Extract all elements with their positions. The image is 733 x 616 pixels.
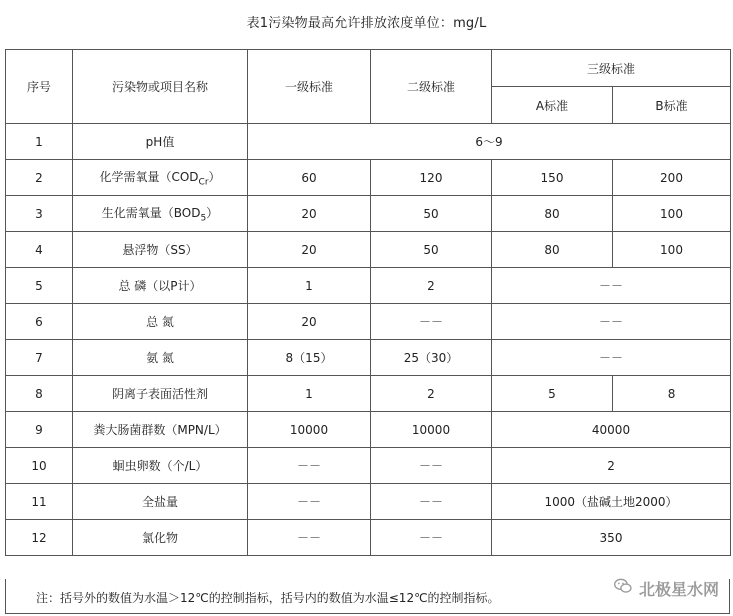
table-row <box>6 160 731 196</box>
row-grade1: 20 <box>248 304 371 340</box>
row-name: 全盐量 <box>73 484 248 520</box>
row-grade1: －－ <box>248 448 371 484</box>
table-note: 注：括号外的数值为水温＞12℃的控制指标，括号内的数值为水温≤12℃的控制指标。 <box>5 579 730 614</box>
row-grade2: 120 <box>371 160 492 196</box>
row-grade3-a: 80 <box>492 196 613 232</box>
table-row <box>6 340 731 376</box>
row-name: 阴离子表面活性剂 <box>73 376 248 412</box>
name-text-end: ） <box>206 205 219 220</box>
table-row <box>6 268 731 304</box>
row-grade2: 2 <box>371 268 492 304</box>
row-grade3-merged: 1000（盐碱土地2000） <box>492 484 731 520</box>
wechat-icon <box>613 576 633 600</box>
row-grade3-b: 100 <box>613 232 731 268</box>
row-grade1: 1 <box>248 268 371 304</box>
row-grade2: 25（30） <box>371 340 492 376</box>
watermark <box>613 576 719 600</box>
table-row <box>6 412 731 448</box>
row-grade2: －－ <box>371 520 492 556</box>
row-grade3-merged: －－ <box>492 340 731 376</box>
header-grade2: 二级标准 <box>371 50 492 124</box>
pollutant-standards-table <box>5 49 731 556</box>
row-name <box>73 196 248 232</box>
row-grade3-merged: －－ <box>492 304 731 340</box>
name-text: 生化需氧量（BOD <box>101 205 201 220</box>
row-name: 蛔虫卵数（个/L） <box>73 448 248 484</box>
watermark-text: 北极星水网 <box>638 579 719 599</box>
header-grade3-b: B标准 <box>613 87 731 124</box>
row-seq: 12 <box>6 520 73 556</box>
header-grade3: 三级标准 <box>492 50 731 87</box>
table-row <box>6 448 731 484</box>
row-seq: 4 <box>6 232 73 268</box>
table-title: 表1污染物最高允许排放浓度单位：mg/L <box>246 16 487 31</box>
row-grade2: 10000 <box>371 412 492 448</box>
row-grade1: －－ <box>248 484 371 520</box>
row-grade3-b: 8 <box>613 376 731 412</box>
row-grade3-merged: 40000 <box>492 412 731 448</box>
row-grade1: 60 <box>248 160 371 196</box>
row-grade3-b: 100 <box>613 196 731 232</box>
row-name: 悬浮物（SS） <box>73 232 248 268</box>
row-grade2: 2 <box>371 376 492 412</box>
row-grade3-merged: 350 <box>492 520 731 556</box>
row-grade2: －－ <box>371 448 492 484</box>
row-seq: 5 <box>6 268 73 304</box>
table-row <box>6 376 731 412</box>
row-grade1: 20 <box>248 196 371 232</box>
row-grade3-a: 80 <box>492 232 613 268</box>
row-seq: 9 <box>6 412 73 448</box>
row-grade3-merged: 2 <box>492 448 731 484</box>
table-row <box>6 124 731 160</box>
row-seq: 11 <box>6 484 73 520</box>
table-row <box>6 304 731 340</box>
header-grade1: 一级标准 <box>248 50 371 124</box>
row-grade2: 50 <box>371 196 492 232</box>
header-seq: 序号 <box>6 50 73 124</box>
row-grade3-a: 5 <box>492 376 613 412</box>
row-grade2: －－ <box>371 484 492 520</box>
row-seq: 8 <box>6 376 73 412</box>
row-name: pH值 <box>73 124 248 160</box>
row-grade3-b: 200 <box>613 160 731 196</box>
row-grade3-a: 150 <box>492 160 613 196</box>
name-text-end: ） <box>208 169 221 184</box>
row-grade1: 10000 <box>248 412 371 448</box>
row-grade1: －－ <box>248 520 371 556</box>
row-grade2: 50 <box>371 232 492 268</box>
row-grade1: 20 <box>248 232 371 268</box>
row-name: 粪大肠菌群数（MPN/L） <box>73 412 248 448</box>
row-name: 总 磷（以P计） <box>73 268 248 304</box>
row-grade1: 1 <box>248 376 371 412</box>
row-name: 氯化物 <box>73 520 248 556</box>
row-seq: 2 <box>6 160 73 196</box>
table-row <box>6 232 731 268</box>
row-seq: 3 <box>6 196 73 232</box>
header-name: 污染物或项目名称 <box>73 50 248 124</box>
header-grade3-a: A标准 <box>492 87 613 124</box>
table-row <box>6 520 731 556</box>
row-grade3-merged: －－ <box>492 268 731 304</box>
table-row <box>6 196 731 232</box>
row-grade2: －－ <box>371 304 492 340</box>
name-text: 化学需氧量（COD <box>99 169 199 184</box>
table-row <box>6 484 731 520</box>
row-seq: 10 <box>6 448 73 484</box>
name-subscript: Cr <box>198 177 209 188</box>
name-subscript: 5 <box>200 213 207 224</box>
row-seq: 6 <box>6 304 73 340</box>
row-seq: 7 <box>6 340 73 376</box>
row-name <box>73 160 248 196</box>
row-name: 氨 氮 <box>73 340 248 376</box>
row-name: 总 氮 <box>73 304 248 340</box>
header-row <box>6 50 731 87</box>
row-value-merged: 6～9 <box>248 124 731 160</box>
row-seq: 1 <box>6 124 73 160</box>
row-grade1: 8（15） <box>248 340 371 376</box>
